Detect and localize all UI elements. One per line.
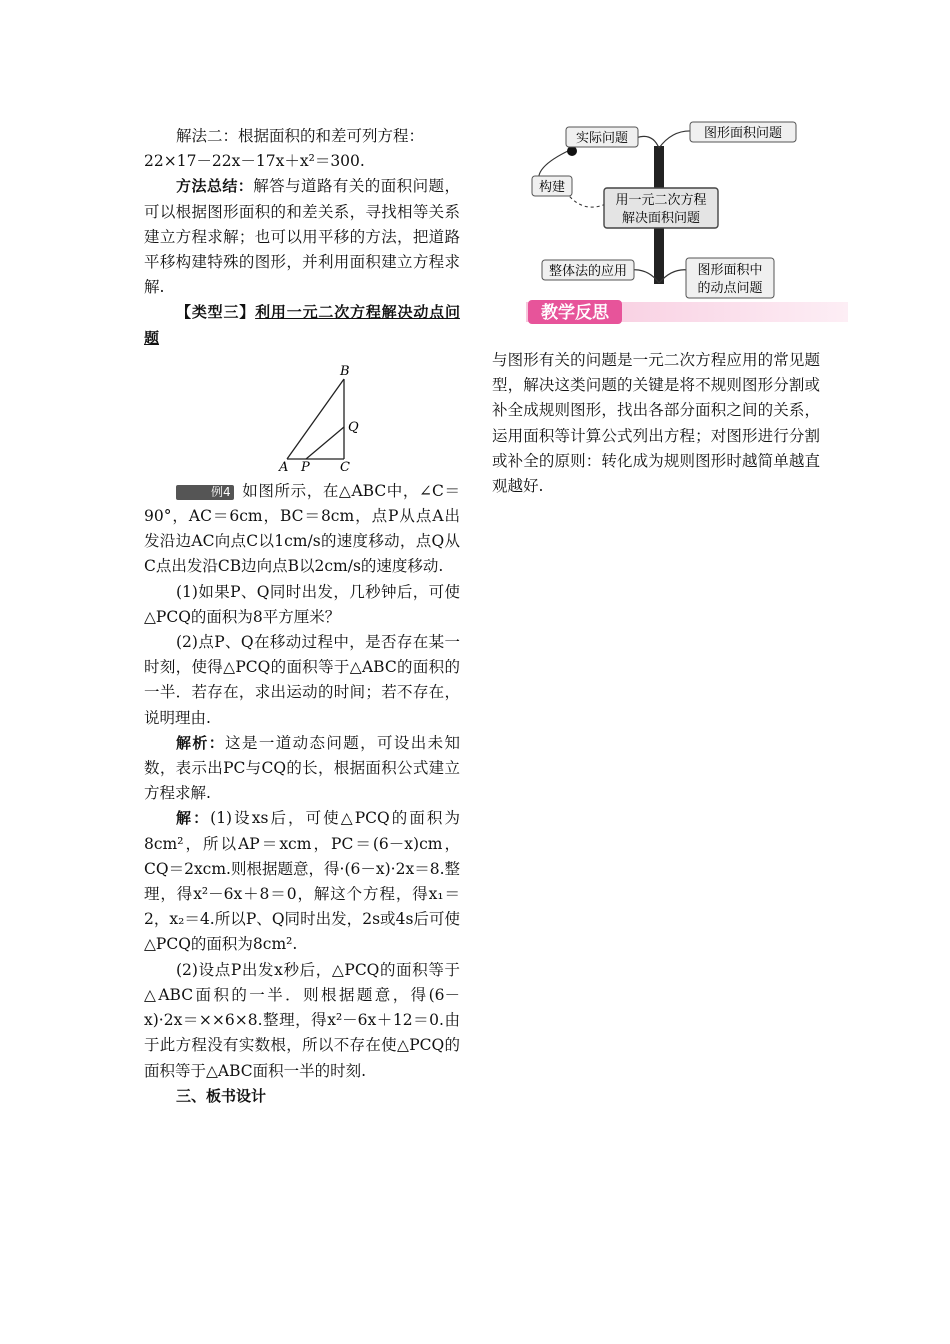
solution-2: (2)设点P出发x秒后，△PCQ的面积等于△ABC面积的一半．则根据题意，得(6－x)·2x＝××6×8.整理，得x²－6x＋12＝0.由于此方程没有实数根，所以不存在使△PCQ的面积等于△ABC面积一半的时刻. <box>144 960 460 1080</box>
node-build: 构建 <box>538 180 566 195</box>
label-c: C <box>340 459 350 473</box>
left-column <box>144 124 460 1109</box>
label-q: Q <box>348 419 359 435</box>
reflection-banner: 教学反思 <box>541 303 609 323</box>
type3-title: 利用一元二次方程解决动点问题 <box>144 303 460 347</box>
analysis <box>144 731 460 807</box>
node-practical: 实际问题 <box>575 131 629 146</box>
label-b: B <box>340 363 350 379</box>
label-p: P <box>301 459 310 473</box>
node-center-line2: 解决面积问题 <box>621 211 701 226</box>
solution-label: 解： <box>176 809 211 828</box>
node-dynamic-line2: 的动点问题 <box>697 281 763 296</box>
mindmap-diagram <box>522 118 852 330</box>
summary-label: 方法总结： <box>176 177 254 196</box>
node-center-line1: 用一元二次方程 <box>615 193 707 208</box>
reflection-text: 与图形有关的问题是一元二次方程应用的常见题型，解决这类问题的关键是将不规则图形分割或补全成规则图形，找出各部分面积之间的关系，运用面积等计算公式列出方程；对图形进行分割或补全的原则：转化成为规则图形时越简单越直观越好. <box>492 351 820 496</box>
example-text: 如图所示，在△ABC中，∠C＝90°，AC＝6cm，BC＝8cm，点P从点A出发沿边AC向点C以1cm/s的速度移动，点Q从C点出发沿CB边向点B以2cm/s的速度移动. <box>144 481 460 576</box>
solution-1-text: (1)设xs后，可使△PCQ的面积为8cm²，所以AP＝xcm，PC＝(6－x)cm，CQ＝2xcm.则根据题意，得·(6－x)·2x＝8.整理，得x²－6x＋8＝0，解这个方程，得x₁＝2，x₂＝4.所以P、Q同时出发，2s或4s后可使△PCQ的面积为8cm². <box>144 809 460 954</box>
question-1: (1)如果P、Q同时出发，几秒钟后，可使△PCQ的面积为8平方厘米？ <box>144 582 460 626</box>
label-a: A <box>279 459 289 473</box>
example-badge: 例4 <box>176 485 234 500</box>
side-ab <box>287 379 344 459</box>
area-equation: 22×17－22x－17x＋x²＝300. <box>144 152 365 171</box>
type3-heading <box>144 300 460 350</box>
question-2: (2)点P、Q在移动过程中，是否存在某一时刻，使得△PCQ的面积等于△ABC的面积的一半．若存在，求出运动的时间；若不存在，说明理由. <box>144 633 460 727</box>
node-area: 图形面积问题 <box>703 126 783 141</box>
type3-label: 【类型三】 <box>176 303 256 322</box>
node-whole: 整体法的应用 <box>548 264 628 279</box>
board-design-mindmap <box>522 118 852 330</box>
method2-line: 解法二：根据面积的和差可列方程： <box>176 127 425 145</box>
triangle-diagram <box>144 355 460 473</box>
analysis-text: 这是一道动态问题，可设出未知数，表示出PC与CQ的长，根据面积公式建立方程求解. <box>144 733 460 803</box>
analysis-label: 解析： <box>176 733 226 752</box>
summary-text: 解答与道路有关的面积问题，可以根据图形面积的和差关系，寻找相等关系建立方程求解；也可以用平移的方法，把道路平移构建特殊的图形，并利用面积建立方程求解. <box>144 177 460 297</box>
example-4 <box>144 479 460 580</box>
segment-pq <box>306 427 344 459</box>
triangle-figure <box>144 355 460 473</box>
connector-area <box>659 131 692 148</box>
section-3-heading: 三、板书设计 <box>176 1086 267 1105</box>
solution-1 <box>144 806 460 957</box>
right-column <box>492 348 820 499</box>
method-summary <box>144 174 460 300</box>
node-dynamic-line1: 图形面积中 <box>697 263 763 278</box>
